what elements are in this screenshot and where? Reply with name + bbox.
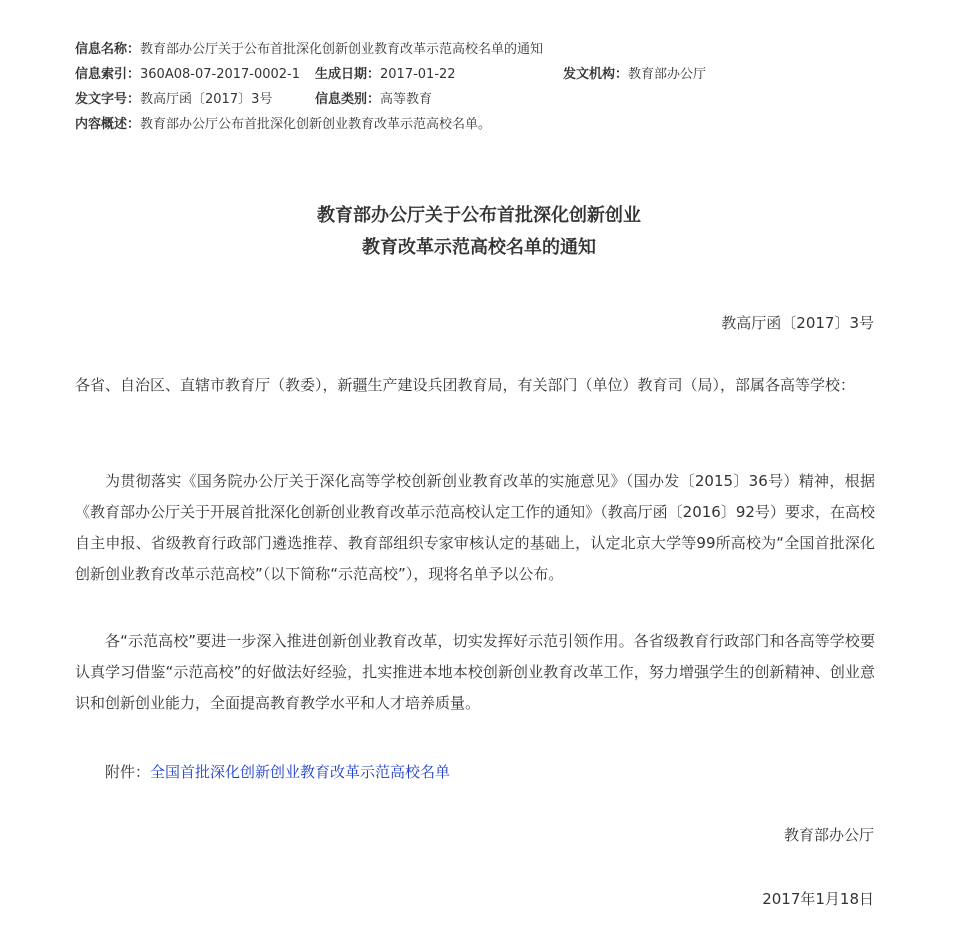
document-title-line-1: 教育部办公厅关于公布首批深化创新创业 xyxy=(317,205,641,226)
meta-value-category: 高等教育 xyxy=(380,92,433,107)
attachment-label: 附件： xyxy=(105,763,151,781)
meta-label-summary: 内容概述： xyxy=(75,117,141,132)
body-paragraph-2: 各“示范高校”要进一步深入推进创新创业教育改革，切实发挥好示范引领作用。各省级教育行政部门和各高等学校要认真学习借鉴“示范高校”的好做法好经验，扎实推进本地本校创新创业教育改革工作，努力增强学生的创新精神、创业意识和创新创业能力，全面提高教育教学水平和人才培养质量。 xyxy=(75,632,875,712)
document-title-line-2: 教育改革示范高校名单的通知 xyxy=(362,237,596,258)
signature: 教育部办公厅 xyxy=(783,826,874,844)
meta-value-name: 教育部办公厅关于公布首批深化创新创业教育改革示范高校名单的通知 xyxy=(140,42,544,57)
meta-value-docnum: 教高厅函〔2017〕3号 xyxy=(140,92,273,107)
meta-row-docnum xyxy=(75,87,885,112)
issue-date: 2017年1月18日 xyxy=(762,890,874,908)
meta-label-agency: 发文机构： xyxy=(563,67,629,82)
info-metadata-table xyxy=(75,37,885,137)
meta-label-name: 信息名称： xyxy=(75,42,141,57)
meta-row-name xyxy=(75,37,885,62)
meta-row-index xyxy=(75,62,885,87)
attachment-line xyxy=(105,757,450,788)
meta-value-index: 360A08-07-2017-0002-1 xyxy=(140,67,301,82)
attachment-link[interactable]: 全国首批深化创新创业教育改革示范高校名单 xyxy=(150,763,451,781)
meta-label-date: 生成日期： xyxy=(315,67,381,82)
meta-label-docnum: 发文字号： xyxy=(75,92,141,107)
body-paragraph-1: 为贯彻落实《国务院办公厅关于深化高等学校创新创业教育改革的实施意见》（国办发〔2015〕36号）精神，根据《教育部办公厅关于开展首批深化创新创业教育改革示范高校认定工作的通知》（教高厅函〔2016〕92号）要求，在高校自主申报、省级教育行政部门遴选推荐、教育部组织专家审核认定的基础上，认定北京大学等99所高校为“全国首批深化创新创业教育改革示范高校”（以下简称“示范高校”），现将名单予以公布。 xyxy=(75,472,875,583)
meta-value-date: 2017-01-22 xyxy=(380,67,456,82)
meta-label-category: 信息类别： xyxy=(315,92,381,107)
meta-label-index: 信息索引： xyxy=(75,67,141,82)
meta-value-agency: 教育部办公厅 xyxy=(628,67,707,82)
meta-value-summary: 教育部办公厅公布首批深化创新创业教育改革示范高校名单。 xyxy=(140,117,492,132)
addressee-paragraph: 各省、自治区、直辖市教育厅（教委），新疆生产建设兵团教育局，有关部门（单位）教育司（局），部属各高等学校： xyxy=(75,376,856,394)
meta-row-summary xyxy=(75,112,885,137)
document-number: 教高厅函〔2017〕3号 xyxy=(721,314,874,332)
